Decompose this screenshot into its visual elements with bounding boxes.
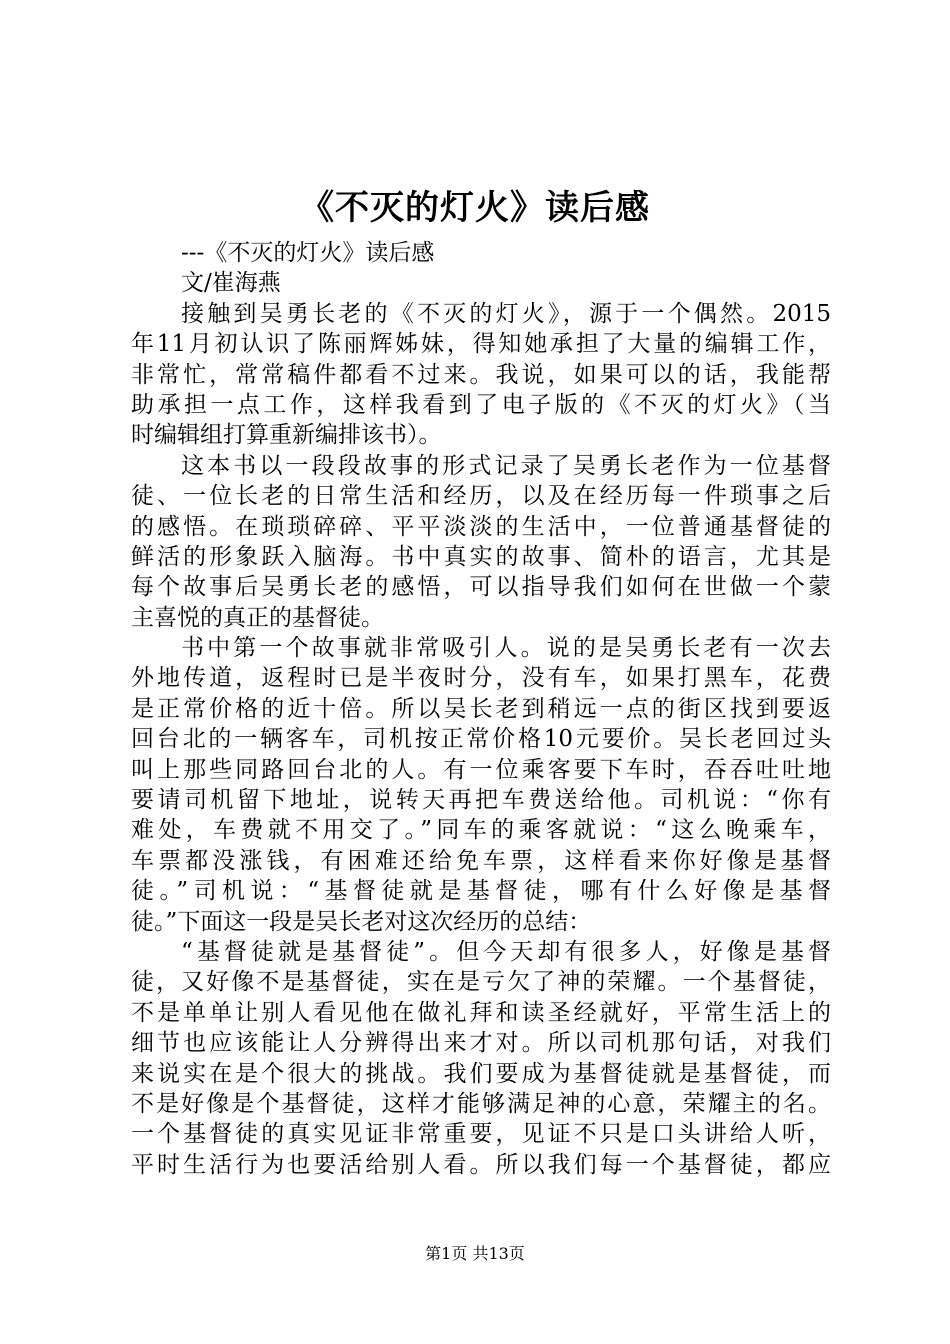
body-line: 助承担一点工作，这样我看到了电子版的《不灭的灯火》（当 [131,391,831,418]
body-line: 徒。”司机说：“基督徒就是基督徒，哪有什么好像是基督 [131,878,831,905]
body-line: 细节也应该能让人分辨得出来才对。所以司机那句话，对我们 [131,1030,831,1057]
body-line: 徒、一位长老的日常生活和经历，以及在经历每一件琐事之后 [131,483,831,510]
body-line: 主喜悦的真正的基督徒。 [131,604,384,631]
body-line: 时编辑组打算重新编排该书）。 [131,422,442,449]
body-line: 是正常价格的近十倍。所以吴长老到稍远一点的街区找到要返 [131,695,831,722]
body-line: 车票都没涨钱，有困难还给免车票，这样看来你好像是基督 [131,847,831,874]
body-line: “基督徒就是基督徒”。但今天却有很多人，好像是基督 [181,938,831,965]
body-line: 一个基督徒的真实见证非常重要，见证不只是口头讲给人听， [131,1121,831,1148]
body-line: 年11月初认识了陈丽辉姊妹，得知她承担了大量的编辑工作， [131,331,831,358]
body-line: 书中第一个故事就非常吸引人。说的是吴勇长老有一次去 [181,635,831,662]
body-line: ---《不灭的灯火》读后感 [181,240,435,266]
body-line: 难处，车费就不用交了。”同车的乘客就说：“这么晚乘车， [131,817,831,844]
body-line: 叫上那些同路回台北的人。有一位乘客要下车时，吞吞吐吐地 [131,756,831,783]
body-line: 文/崔海燕 [181,270,281,297]
body-line: 不是单单让别人看见他在做礼拜和读圣经就好，平常生活上的 [131,999,831,1026]
body-line: 不是好像是个基督徒，这样才能够满足神的心意，荣耀主的名。 [131,1090,831,1117]
body-line: 来说实在是个很大的挑战。我们要成为基督徒就是基督徒，而 [131,1060,831,1087]
body-line: 的感悟。在琐琐碎碎、平平淡淡的生活中，一位普通基督徒的 [131,513,831,540]
page-footer: 第1页 共13页 [425,1244,525,1263]
body-line: 接触到吴勇长老的《不灭的灯火》，源于一个偶然。2015 [181,300,831,327]
body-line: 回台北的一辆客车，司机按正常价格10元要价。吴长老回过头 [131,726,831,753]
body-line: 非常忙，常常稿件都看不过来。我说，如果可以的话，我能帮 [131,361,831,388]
body-line: 每个故事后吴勇长老的感悟，可以指导我们如何在世做一个蒙 [131,574,831,601]
body-line: 徒，又好像不是基督徒，实在是亏欠了神的荣耀。一个基督徒， [131,969,831,996]
body-line: 平时生活行为也要活给别人看。所以我们每一个基督徒，都应 [131,1151,831,1178]
body-line: 鲜活的形象跃入脑海。书中真实的故事、简朴的语言，尤其是 [131,543,831,570]
document-body [131,238,831,1180]
body-line: 外地传道，返程时已是半夜时分，没有车，如果打黑车，花费 [131,665,831,692]
body-line: 徒。”下面这一段是吴长老对这次经历的总结： [131,908,592,935]
body-line: 要请司机留下地址，说转天再把车费送给他。司机说：“你有 [131,787,831,814]
body-line: 这本书以一段段故事的形式记录了吴勇长老作为一位基督 [181,452,831,479]
document-title: 《不灭的灯火》读后感 [300,188,650,228]
